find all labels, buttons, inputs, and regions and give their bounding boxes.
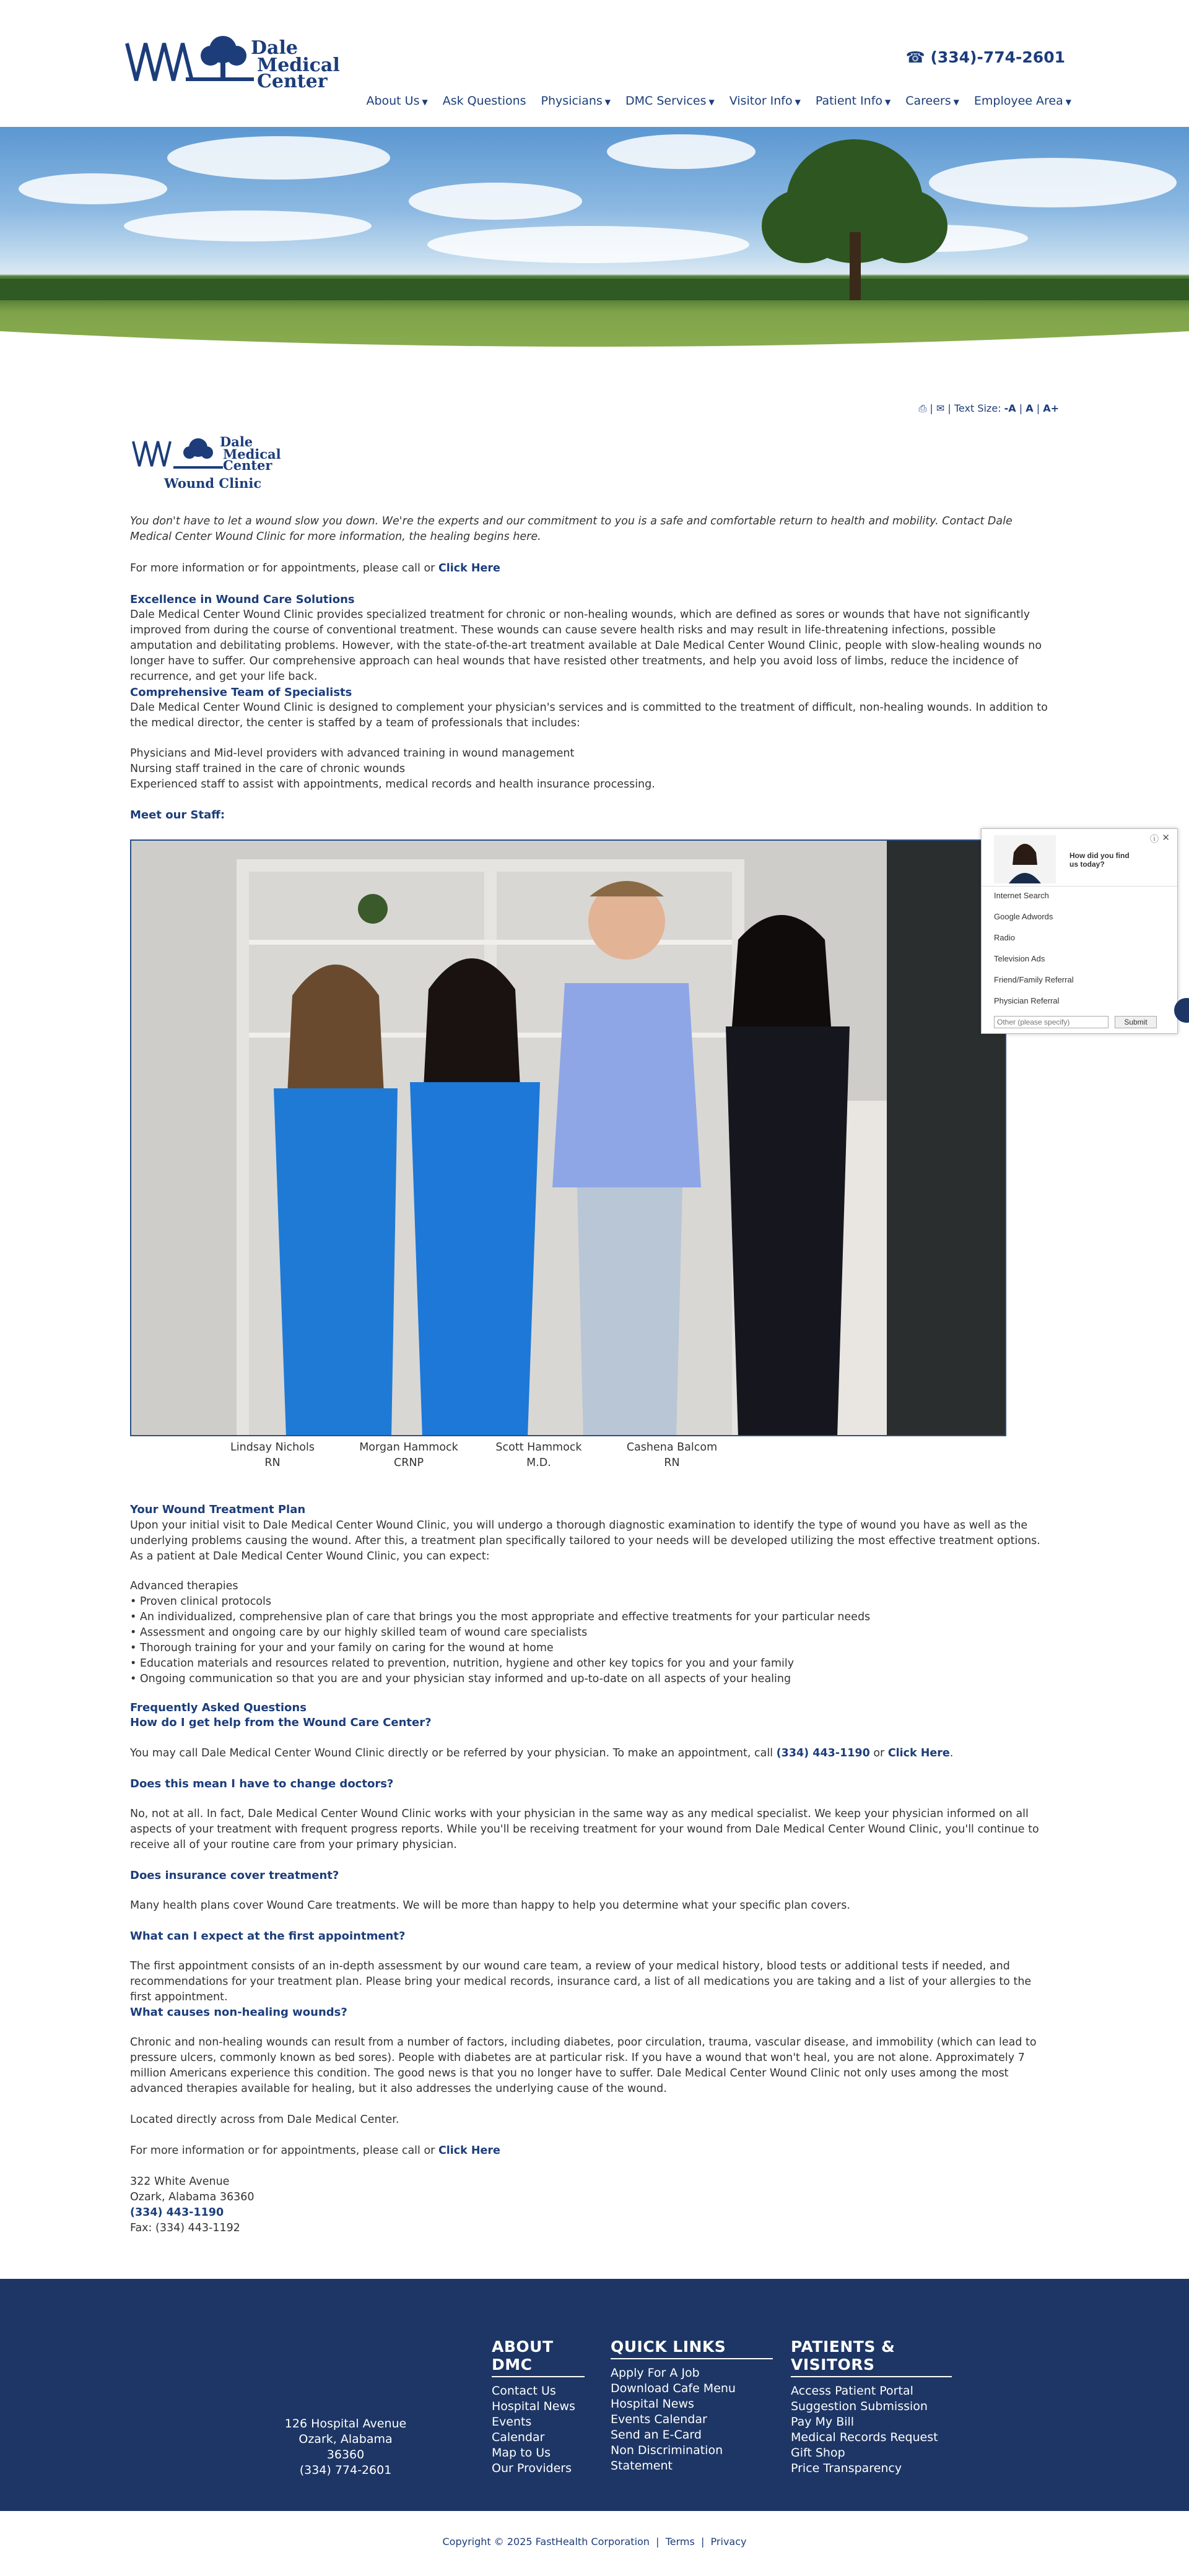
info-icon[interactable]: ⓘ	[1150, 834, 1159, 844]
list-item: • Assessment and ongoing care by our highly skilled team of wound care specialists	[130, 1626, 588, 1639]
footer-link[interactable]: Apply For A Job	[611, 2366, 700, 2380]
survey-option[interactable]: Physician Referral	[994, 996, 1060, 1005]
email-icon[interactable]: ✉	[936, 402, 945, 414]
chevron-down-icon: ▼	[885, 98, 891, 106]
address-city: Ozark, Alabama 36360	[130, 2191, 255, 2203]
footer-address: 126 Hospital Avenue Ozark, Alabama 36360 (334) 774-2601	[284, 2417, 407, 2477]
clinic-address	[130, 2174, 255, 2236]
footer-link[interactable]: Suggestion Submission	[791, 2400, 928, 2413]
text-size-label: Text Size:	[954, 402, 1001, 414]
specialists-heading: Comprehensive Team of Specialists	[130, 686, 352, 699]
footer-link[interactable]: Send an E-Card	[611, 2428, 702, 2442]
terms-link[interactable]: Terms	[665, 2536, 695, 2548]
plan-heading: Your Wound Treatment Plan	[130, 1503, 306, 1516]
faq-phone-link[interactable]: (334) 443-1190	[776, 1747, 870, 1759]
staff-caption-2: Morgan Hammock CRNP	[359, 1441, 458, 1469]
address-street: 322 White Avenue	[130, 2175, 230, 2188]
staff-caption-3: Scott Hammock M.D.	[495, 1441, 582, 1469]
nav-dmc-services[interactable]: DMC Services ▼	[625, 94, 715, 108]
survey-option[interactable]: Friend/Family Referral	[994, 975, 1074, 984]
footer-patients-title: PATIENTS & VISITORS	[791, 2338, 952, 2377]
nav-ask-questions[interactable]: Ask Questions	[442, 94, 526, 108]
list-item: Physicians and Mid-level providers with advanced training in wound management	[130, 747, 575, 760]
header-phone-number[interactable]: (334)-774-2601	[930, 48, 1065, 66]
plan-list	[130, 1579, 870, 1687]
footer-quick-title: QUICK LINKS	[611, 2338, 773, 2359]
faq-question-2: Does this mean I have to change doctors?	[130, 1777, 394, 1790]
nav-physicians[interactable]: Physicians ▼	[541, 94, 611, 108]
footer-about-column	[492, 2338, 585, 2476]
appointment-link[interactable]: Click Here	[438, 562, 500, 575]
clinic-fax: Fax: (334) 443-1192	[130, 2222, 240, 2234]
footer-patients-column	[791, 2338, 952, 2476]
intro-appointment: For more information or for appointments, please call or Click Here	[130, 562, 500, 575]
survey-other-input[interactable]	[994, 1016, 1108, 1028]
logo-line-1: Dale	[251, 37, 298, 59]
list-item: • Proven clinical protocols	[130, 1595, 271, 1608]
copyright-bar: Copyright © 2025 FastHealth Corporation | Terms | Privacy	[0, 2511, 1189, 2576]
survey-option[interactable]: Google Adwords	[994, 912, 1053, 921]
plan-body: Upon your initial visit to Dale Medical Center Wound Clinic, you will undergo a thorough diagnostic examination to identify the type of wound you have as well as the underlying problems causing the wound. After this, a treatment plan specifically tailored to your needs will be developed utilizing the most effective treatment options. As a patient at Dale Medical Center Wound Clinic, you can expect:	[130, 1519, 1040, 1563]
dale-medical-center-logo[interactable]	[124, 28, 347, 90]
list-item: • Education materials and resources related to prevention, nutrition, hygiene and other key topics for you and your family	[130, 1657, 795, 1670]
footer-link[interactable]: Price Transparency	[791, 2461, 902, 2475]
chevron-down-icon: ▼	[1065, 98, 1071, 106]
chevron-down-icon: ▼	[953, 98, 959, 106]
clinic-logo-line-1: Dale	[220, 434, 253, 449]
survey-divider	[982, 886, 1177, 887]
footer-link[interactable]: Events Calendar	[492, 2415, 545, 2444]
footer-link[interactable]: Hospital News	[492, 2400, 575, 2413]
faq-question-3: Does insurance cover treatment?	[130, 1869, 339, 1882]
footer-link[interactable]: Contact Us	[492, 2384, 556, 2398]
staff-photo	[130, 839, 1006, 1436]
chevron-down-icon: ▼	[795, 98, 801, 106]
copyright-text: Copyright © 2025 FastHealth Corporation	[442, 2536, 650, 2548]
faq-answer-4: The first appointment consists of an in-depth assessment by our wound care team, a review of your medical history, blood tests or additional tests if needed, and recommendations for your treatment plan. Please bring your medical records, insurance card, a list of all medications you are taking and a list of your allergies to the first appointment.	[130, 1960, 1032, 2003]
nav-about-us[interactable]: About Us ▼	[366, 94, 428, 108]
survey-question: How did you find us today?	[1069, 851, 1130, 869]
footer-quick-links-column	[611, 2338, 773, 2474]
staff-heading: Meet our Staff:	[130, 809, 225, 822]
intro-text: You don't have to let a wound slow you down. We're the experts and our commitment to you is a safe and comfortable return to health and mobility. Contact Dale Medical Center Wound Clinic for more information, the healing begins here.	[130, 515, 1013, 543]
footer-link[interactable]: Hospital News	[611, 2397, 694, 2411]
text-size-toolbar: ⎙ | ✉ | Text Size: -A | A | A+	[918, 402, 1059, 414]
faq-heading: Frequently Asked Questions	[130, 1701, 307, 1714]
excellence-body: Dale Medical Center Wound Clinic provides specialized treatment for chronic or non-healing wounds, which are defined as sores or wounds that have not significantly improved from during the course of conventional treatment. These wounds can cause severe health risks and may result in life-threatening infections, possible amputation and debilitating problems. However, with the state-of-the-art treatment available at Dale Medical Center Wound Clinic, people with slow-healing wounds no longer have to suffer. Our comprehensive approach can heal wounds that have resisted other treatments, and help you avoid loss of limbs, reduce the incidence of recurrence, and get your life back.	[130, 609, 1042, 683]
faq-click-here-link[interactable]: Click Here	[887, 1747, 950, 1759]
clinic-logo-subtitle: Wound Clinic	[164, 475, 262, 491]
clinic-logo-line-3: Center	[223, 458, 272, 473]
wound-clinic-logo	[130, 429, 297, 491]
footer-link[interactable]: Download Cafe Menu	[611, 2382, 736, 2395]
faq-answer-2: No, not at all. In fact, Dale Medical Center Wound Clinic works with your physician in the same way as any medical specialist. We keep your physician informed on all aspects of your treatment with frequent progress reports. While you'll be receiving treatment for your wound from Dale Medical Center Wound Clinic, you'll continue to receive all of your routine care from your primary physician.	[130, 1808, 1039, 1851]
survey-popup	[981, 828, 1178, 1034]
footer-link[interactable]: Pay My Bill	[791, 2415, 855, 2429]
nav-patient-info[interactable]: Patient Info ▼	[815, 94, 891, 108]
faq-question-5: What causes non-healing wounds?	[130, 2006, 347, 2019]
survey-option[interactable]: Television Ads	[994, 954, 1045, 963]
footer-link[interactable]: Non Discrimination Statement	[611, 2444, 723, 2473]
nav-careers[interactable]: Careers ▼	[905, 94, 959, 108]
staff-caption-4: Cashena Balcom RN	[626, 1441, 718, 1469]
text-size-decrease[interactable]: -A	[1004, 402, 1016, 414]
close-icon[interactable]: ✕	[1162, 833, 1170, 843]
survey-avatar	[994, 835, 1056, 883]
faq-answer-1: You may call Dale Medical Center Wound Clinic directly or be referred by your physician. To make an appointment, call (334) 443-1190 or Click Here.	[130, 1747, 954, 1759]
logo-line-2: Medical	[257, 54, 340, 76]
list-item: • Thorough training for your and your family on caring for the wound at home	[130, 1642, 554, 1654]
faq-answer-5: Chronic and non-healing wounds can result from a number of factors, including diabetes, poor circulation, trauma, vascular disease, and immobility (which can lead to pressure ulcers, commonly known as bed sores). People with diabetes are at particular risk. If you have a wound that won't heal, you are not alone. Approximately 7 million Americans experience this condition. The good news is that you no longer have to suffer. Dale Medical Center Wound Clinic not only uses among the most advanced therapies available for healing, but it also addresses the underlying cause of the wound.	[130, 2036, 1037, 2095]
site-footer	[0, 2279, 1189, 2511]
main-content	[0, 364, 1189, 2279]
footer-link[interactable]: Map to Us	[492, 2446, 551, 2460]
footer-link[interactable]: Events Calendar	[611, 2413, 707, 2426]
list-item: Advanced therapies	[130, 1580, 238, 1592]
staff-caption-1: Lindsay Nichols RN	[230, 1441, 315, 1469]
specialists-body: Dale Medical Center Wound Clinic is designed to complement your physician's services and is committed to the treatment of difficult, non-healing wounds. In addition to the medical director, the center is staffed by a team of professionals that includes:	[130, 701, 1048, 729]
nav-employee-area[interactable]: Employee Area ▼	[973, 94, 1071, 108]
chevron-down-icon: ▼	[708, 98, 715, 106]
nav-visitor-info[interactable]: Visitor Info ▼	[729, 94, 801, 108]
logo-line-3: Center	[257, 71, 328, 90]
survey-submit-button[interactable]: Submit	[1115, 1016, 1157, 1028]
faq-question-4: What can I expect at the first appointment?	[130, 1930, 406, 1943]
faq-question-1: How do I get help from the Wound Care Center?	[130, 1716, 432, 1729]
list-item: • An individualized, comprehensive plan of care that brings you the most appropriate and effective treatments for your particular needs	[130, 1611, 871, 1623]
header-phone[interactable]	[906, 48, 1065, 66]
phone-icon: ☎	[905, 48, 925, 66]
faq-answer-3: Many health plans cover Wound Care treatments. We will be more than happy to help you determine what your specific plan covers.	[130, 1899, 850, 1912]
location-click-here-link[interactable]: Click Here	[438, 2144, 500, 2157]
chevron-down-icon: ▼	[422, 98, 428, 106]
survey-option[interactable]: Internet Search	[994, 891, 1049, 900]
privacy-link[interactable]: Privacy	[710, 2536, 747, 2548]
main-nav	[366, 94, 1071, 108]
print-icon[interactable]: ⎙	[918, 402, 927, 414]
specialists-list	[130, 746, 655, 792]
text-size-increase[interactable]: A+	[1043, 402, 1059, 414]
excellence-heading: Excellence in Wound Care Solutions	[130, 593, 355, 606]
footer-link[interactable]: Access Patient Portal	[791, 2384, 913, 2398]
footer-link[interactable]: Our Providers	[492, 2461, 572, 2475]
list-item: Nursing staff trained in the care of chronic wounds	[130, 763, 406, 775]
list-item: Experienced staff to assist with appointments, medical records and health insurance processing.	[130, 778, 655, 791]
footer-link[interactable]: Medical Records Request	[791, 2431, 938, 2444]
footer-about-title: ABOUT DMC	[492, 2338, 585, 2377]
site-header	[0, 0, 1189, 127]
location-appointment: For more information or for appointments, please call or Click Here	[130, 2144, 500, 2157]
survey-option[interactable]: Radio	[994, 933, 1015, 942]
clinic-phone-link[interactable]: (334) 443-1190	[130, 2206, 224, 2219]
list-item: • Ongoing communication so that you are and your physician stay informed and up-to-date on all aspects of your healing	[130, 1673, 791, 1685]
chevron-down-icon: ▼	[604, 98, 611, 106]
clinic-logo-line-2: Medical	[223, 446, 281, 462]
text-size-normal[interactable]: A	[1026, 402, 1034, 414]
footer-link[interactable]: Gift Shop	[791, 2446, 845, 2460]
location-note: Located directly across from Dale Medical Center.	[130, 2114, 399, 2126]
hero-banner-image	[0, 127, 1189, 364]
